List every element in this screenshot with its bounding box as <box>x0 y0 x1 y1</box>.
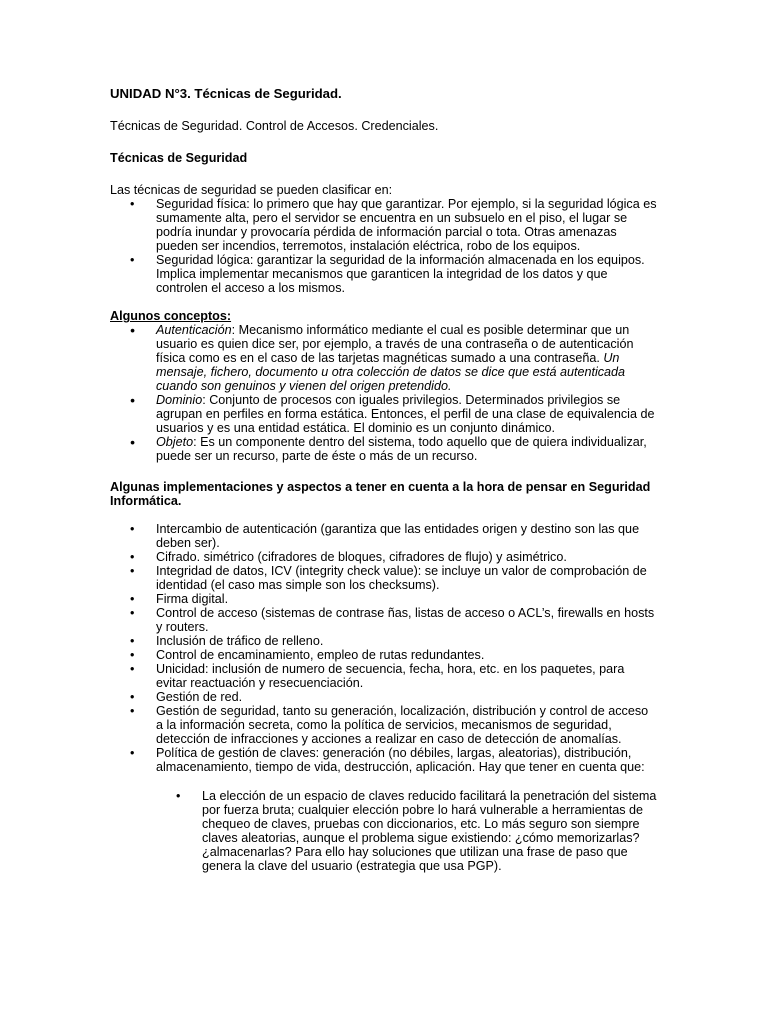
bullet-icon: • <box>130 606 135 620</box>
list-item <box>110 746 658 774</box>
security-type-logical: Seguridad lógica: garantizar la seguridad de la información almacenada en los equipos. Implica implementar mecanismos que garanticen la integridad de los datos y que controlen el acceso a los mismos. <box>156 253 645 295</box>
section-heading-techniques: Técnicas de Seguridad <box>110 151 248 165</box>
implementation-text: Cifrado. simétrico (cifradores de bloques, cifradores de flujo) y asimétrico. <box>156 550 567 564</box>
list-item <box>110 550 658 564</box>
bullet-icon: • <box>130 550 135 564</box>
concept-term: Dominio <box>156 393 203 407</box>
concept-definition: : Es un componente dentro del sistema, todo aquello que de quiera individualizar, puede ser un recurso, parte de éste o más de un recurso. <box>156 435 647 463</box>
bullet-icon: • <box>130 434 135 450</box>
document-subtitle: Técnicas de Seguridad. Control de Accesos. Credenciales. <box>110 119 439 133</box>
concepts-heading: Algunos conceptos: <box>110 309 232 323</box>
concepts-list <box>110 323 658 463</box>
bullet-icon: • <box>130 322 135 338</box>
list-item <box>110 323 658 393</box>
implementation-text: Intercambio de autenticación (garantiza que las entidades origen y destino son las que deben ser). <box>156 522 640 550</box>
key-policy-note: La elección de un espacio de claves reducido facilitará la penetración del sistema por fuerza bruta; cualquier elección pobre lo hará vulnerable a herramientas de chequeo de claves, pruebas con diccionarios, etc. Lo más seguro son siempre claves aleatorias, aunque el problema sigue existiendo: ¿cómo memorizarlas? ¿almacenarlas? Para ello hay soluciones que utilizan una frase de paso que genera la clave del usuario (estrategia que usa PGP). <box>202 789 657 873</box>
bullet-icon: • <box>176 789 181 803</box>
bullet-icon: • <box>130 746 135 760</box>
implementation-text: Control de acceso (sistemas de contrase ñas, listas de acceso o ACL’s, firewalls en hosts y routers. <box>156 606 655 634</box>
bullet-icon: • <box>130 704 135 718</box>
implementation-text: Política de gestión de claves: generación (no débiles, largas, aleatorias), distribución, almacenamiento, tiempo de vida, destrucción, aplicación. Hay que tener en cuenta que: <box>156 746 645 774</box>
list-item <box>110 634 658 648</box>
concept-definition: : Conjunto de procesos con iguales privilegios. Determinados privilegios se agrupan en perfiles en forma estática. Entonces, el perfil de una clase de equivalencia de usuarios y es una entidad estática. El dominio es un conjunto dinámico. <box>156 393 655 435</box>
implementation-text: Control de encaminamiento, empleo de rutas redundantes. <box>156 648 485 662</box>
bullet-icon: • <box>130 253 135 267</box>
bullet-icon: • <box>130 522 135 536</box>
implementation-text: Gestión de seguridad, tanto su generación, localización, distribución y control de acceso a la información secreta, como la política de servicios, mecanismos de seguridad, detección de infracciones y acciones a realizar en caso de detección de anomalías. <box>156 704 649 746</box>
bullet-icon: • <box>130 197 135 211</box>
implementation-text: Unicidad: inclusión de numero de secuencia, fecha, hora, etc. en los paquetes, para evitar reactuación y resecuenciación. <box>156 662 625 690</box>
bullet-icon: • <box>130 392 135 408</box>
concept-italic-note: Un mensaje, fichero, documento u otra colección de datos se dice que está autenticada cuando son genuinos y vienen del origen pretendido. <box>156 351 626 393</box>
list-item <box>110 522 658 550</box>
list-item <box>110 662 658 690</box>
implementation-text: Gestión de red. <box>156 690 243 704</box>
concept-term: Autenticación <box>156 323 232 337</box>
bullet-icon: • <box>130 662 135 676</box>
concept-term: Objeto <box>156 435 194 449</box>
key-policy-notes-list <box>110 789 658 873</box>
intro-paragraph: Las técnicas de seguridad se pueden clasificar en: <box>110 183 393 197</box>
list-item <box>110 393 658 435</box>
list-item <box>110 606 658 634</box>
implementations-list <box>110 522 658 774</box>
security-type-physical: Seguridad física: lo primero que hay que garantizar. Por ejemplo, si la seguridad lógica es sumamente alta, pero el servidor se encuentra en un subsuelo en el piso, el lugar se podría inundar y provocaría pérdida de información parcial o tota. Otras amenazas pueden ser incendios, terremotos, instalación eléctrica, robo de los equipos. <box>156 197 657 253</box>
list-item <box>110 253 658 295</box>
bullet-icon: • <box>130 690 135 704</box>
implementations-heading: Algunas implementaciones y aspectos a tener en cuenta a la hora de pensar en Seguridad Informática. <box>110 480 651 508</box>
implementation-text: Inclusión de tráfico de relleno. <box>156 634 324 648</box>
document-page <box>110 86 658 873</box>
bullet-icon: • <box>130 634 135 648</box>
list-item <box>110 789 658 873</box>
bullet-icon: • <box>130 648 135 662</box>
list-item <box>110 197 658 253</box>
list-item <box>110 704 658 746</box>
list-item <box>110 690 658 704</box>
list-item <box>110 648 658 662</box>
list-item <box>110 592 658 606</box>
security-types-list <box>110 197 658 295</box>
implementation-text: Firma digital. <box>156 592 229 606</box>
list-item <box>110 435 658 463</box>
concept-definition: : Mecanismo informático mediante el cual es posible determinar que un usuario es quien dice ser, por ejemplo, a través de una contraseña o de autenticación física como es en el caso de las tarjetas magnéticas sumado a una contraseña. <box>156 323 634 365</box>
list-item <box>110 564 658 592</box>
bullet-icon: • <box>130 564 135 578</box>
bullet-icon: • <box>130 592 135 606</box>
unit-title: UNIDAD N°3. Técnicas de Seguridad. <box>110 86 342 101</box>
implementation-text: Integridad de datos, ICV (integrity check value): se incluye un valor de comprobación de identidad (el caso mas simple son los checksums). <box>156 564 647 592</box>
